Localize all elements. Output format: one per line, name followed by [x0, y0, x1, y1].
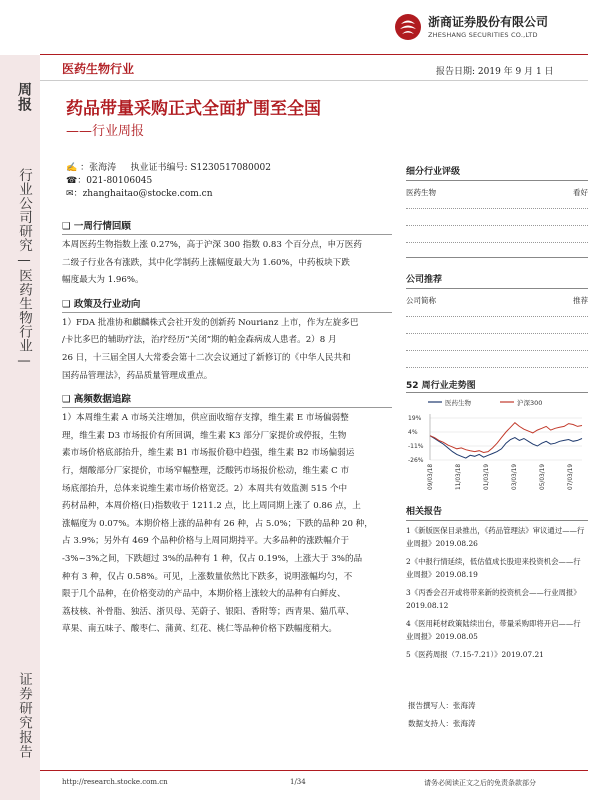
footer-rule [40, 770, 588, 771]
bullet-square-icon: ❑ [62, 298, 71, 310]
section-divider [62, 234, 392, 235]
x-tick-label: 01/03/19 [484, 463, 490, 490]
industry-label: 医药生物行业 [62, 62, 135, 76]
dotted-rule [406, 225, 588, 226]
recommend-rule [406, 288, 588, 289]
y-tick-label: -11% [408, 443, 424, 450]
legend-label: 沪深300 [517, 399, 543, 407]
section-data-tracking [62, 391, 392, 639]
body-line: 26 日，十三届全国人大常委会第十二次会议通过了新修订的《中华人民共和 [62, 352, 351, 363]
logo-icon [393, 12, 423, 42]
body-line: -3%~3%之间，下跌超过 3%的品种有 1 种，仅占 0.19%，上涨大于 3%的品 [62, 553, 363, 564]
report-item[interactable]: 4《医用耗材政策陆续出台，带量采购即将开启——行业周报》2019.08.05 [406, 619, 581, 641]
analyst-block: ✍ ：张海涛 执业证书编号: S1230517080002 ☎：021-80106045 ✉：zhanghaitao@stocke.com.cn [66, 163, 271, 199]
section-heading: ❑ 高频数据追踪 [62, 394, 131, 406]
analyst-email[interactable]: zhanghaitao@stocke.com.cn [82, 189, 213, 199]
rating-rule [406, 180, 588, 181]
dotted-rule [406, 208, 588, 209]
y-tick-label: 4% [408, 429, 418, 436]
body-line: /卡比多巴的辅助疗法，治疗经历“关闭”期的帕金森病成人患者。2）8 月 [62, 335, 337, 346]
report-item[interactable]: 2《中报行情延续，低估值成长股迎来投资机会——行业周报》2019.08.19 [406, 557, 581, 579]
body-line: 国药品管理法》，药品质量管理成重点。 [62, 370, 213, 381]
body-line: 1）本周维生素 A 市场关注增加，供应面收缩存支撑，维生素 E 市场偏弱整 [62, 413, 349, 424]
trend-chart [406, 396, 588, 492]
analyst-label: ： [80, 163, 90, 173]
bullet-square-icon: ❑ [62, 221, 71, 232]
recommend-heading: 公司推荐 [406, 275, 443, 285]
rating-sector: 医药生物 [406, 188, 436, 197]
company-name-en: ZHESHANG SECURITIES CO.,LTD [428, 31, 538, 39]
x-tick-label: 05/03/19 [540, 463, 546, 490]
footer-url[interactable]: http://research.stocke.com.cn [62, 778, 168, 786]
data-supporter: 数据支持人：张海涛 [408, 719, 476, 728]
recommend-col-rating: 推荐 [573, 296, 588, 305]
body-line: 二级子行业各有涨跌，其中化学制药上涨幅度最大为 1.60%，中药板块下跌 [62, 257, 350, 268]
body-line: 药材品种，本周价格(日)指数收于 1211.2 点，比上周同期上涨了 0.86 点，上 [62, 501, 361, 512]
body-line: 1）FDA 批准协和麒麟株式会社开发的创新药 Nourianz 上市，作为左旋多巴 [62, 317, 359, 328]
email-icon: ✉ [66, 189, 74, 199]
dotted-rule [406, 333, 588, 334]
reports-rule [406, 520, 588, 521]
section-body [62, 315, 392, 385]
section-body [62, 410, 392, 639]
person-icon: ✍ [66, 163, 78, 173]
report-date: 报告日期: 2019 年 9 月 1 日 [436, 67, 554, 77]
section-policy [62, 296, 392, 385]
series-line [430, 423, 582, 453]
report-subtitle: ——行业周报 [66, 124, 145, 139]
x-tick-label: 11/03/18 [456, 463, 462, 490]
x-tick-label: 07/03/19 [568, 463, 574, 490]
analyst-cert: 执业证书编号: S1230517080002 [130, 163, 271, 173]
rating-end-rule [406, 257, 588, 258]
report-writer: 报告撰写人：张海涛 [408, 701, 476, 710]
section-divider [62, 312, 392, 313]
dotted-rule [406, 242, 588, 243]
recommend-col-company: 公司简称 [406, 296, 436, 305]
recommend-header-row [406, 295, 588, 306]
section-divider [62, 407, 392, 408]
body-line: 占 3.9%；另外有 469 个品种价格与上周同期持平。大多品种的涨跌幅介于 [62, 536, 350, 547]
rating-row [406, 187, 588, 198]
section-body [62, 237, 392, 290]
section-market-review [62, 218, 392, 290]
dotted-rule [406, 367, 588, 368]
chart-title: 52 周行业走势图 [406, 381, 476, 391]
analyst-phone: 021-80106045 [86, 176, 153, 186]
company-logo [393, 12, 423, 42]
rating-heading: 细分行业评级 [406, 167, 461, 177]
dotted-rule [406, 316, 588, 317]
reports-heading: 相关报告 [406, 507, 443, 517]
header-subrule [40, 80, 588, 81]
body-line: 本周医药生物指数上涨 0.27%，高于沪深 300 指数 0.83 个百分点，申万医药 [62, 240, 362, 250]
rating-value: 看好 [573, 188, 588, 197]
body-line: 限于几个品种，在价格变动的产品中，本期价格上涨较大的品种有白鲜皮、 [62, 589, 346, 600]
x-tick-label: 03/03/19 [512, 463, 518, 490]
sidebar-vertical-label: 行业公司研究—医药生物行业— [16, 168, 32, 369]
y-tick-label: 19% [408, 415, 422, 422]
report-item[interactable]: 3《丙香会召开或将带来新的投资机会——行业周报》2019.08.12 [406, 588, 581, 610]
analyst-name: 张海涛 [89, 163, 117, 173]
bullet-square-icon: ❑ [62, 394, 71, 406]
body-line: 草果、南五味子、酸枣仁、蒲黄、红花、桃仁等品种价格下跌幅度稍大。 [62, 624, 338, 635]
header-rule [40, 54, 588, 55]
sidebar-tag: 周报 [16, 82, 32, 112]
body-line: 幅度最大为 1.96%。 [62, 275, 144, 286]
page-number: 1/34 [290, 778, 306, 786]
dotted-rule [406, 350, 588, 351]
chart-rule [406, 392, 588, 393]
company-name-cn: 浙商证券股份有限公司 [428, 15, 549, 29]
x-tick-label: 09/03/18 [428, 463, 434, 490]
body-line: 种有 3 种，仅占 0.58%。可见，上涨数量依然比下跌多，说明涨幅均匀，不 [62, 571, 353, 582]
legend-label: 医药生物 [445, 399, 471, 407]
y-tick-label: -26% [408, 457, 424, 464]
phone-icon: ☎ [66, 176, 78, 186]
disclaimer: 请务必阅读正文之后的免责条款部分 [424, 779, 536, 787]
body-line: 荔枝核、补骨脂、独活、浙贝母、芜蔚子、银阳、香附等；西青果、猫爪草、 [62, 606, 355, 617]
main-content [62, 218, 392, 639]
body-line: 行，烟酸部分厂家提价，市场窄幅整理，泛酸钙市场报价松动，维生素 C 市 [62, 465, 350, 476]
report-title: 药品带量采购正式全面扩围至全国 [66, 99, 321, 119]
body-line: 场底部抬升，总体来说维生素市场价格宽泛。2）本周共有效监测 515 个中 [62, 483, 348, 494]
sidebar-bottom-label: 证券研究报告 [16, 672, 32, 759]
body-line: 理，维生素 D3 市场报价有所回调，维生素 K3 部分厂家提价或停报，生物 [62, 430, 347, 441]
report-item[interactable]: 1《新版医保目录推出，《药品管理法》审议通过——行业周报》2019.08.26 [406, 526, 585, 548]
report-item[interactable]: 5《医药周报（7.15-7.21）》2019.07.21 [406, 650, 544, 659]
right-column [406, 164, 588, 368]
body-line: 涨幅度为 0.07%。本期价格上涨的品种有 26 种，占 5.0%；下跌的品种 20 种， [62, 518, 373, 529]
section-heading: ❑ 一周行情回顾 [62, 221, 131, 232]
body-line: 素市场价格底部抬升，维生素 B1 市场报价稳中趋强，维生素 B2 市场偏弱运 [62, 448, 355, 459]
related-reports [406, 504, 588, 662]
section-heading: ❑ 政策及行业动向 [62, 298, 141, 310]
